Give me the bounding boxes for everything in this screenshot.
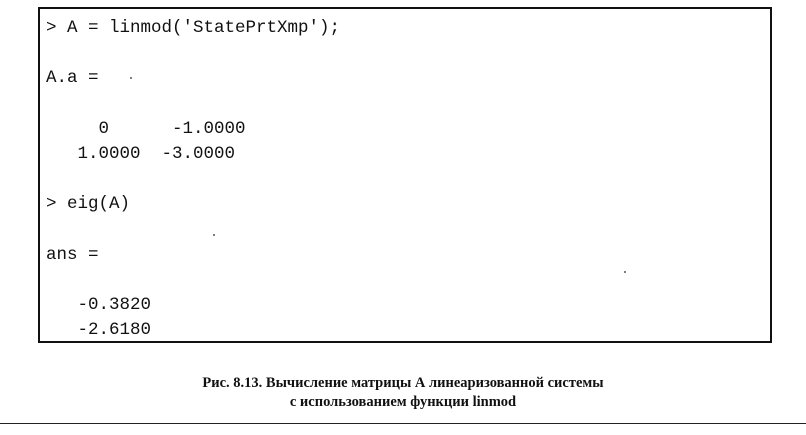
caption-line-2: с использованием функции linmod (289, 394, 517, 410)
command-line-linmod: > A = linmod('StatePrtXmp'); (46, 18, 341, 38)
output-variable-label-a: A.a = (46, 68, 99, 88)
scan-speck (624, 271, 626, 273)
matrix-row-1: 0 -1.0000 (46, 119, 246, 139)
caption-line-1: Рис. 8.13. Вычисление матрицы А линеаризованной системы (202, 375, 604, 391)
page-rule (0, 423, 806, 424)
command-line-eig: > eig(A) (46, 194, 131, 214)
output-variable-label-ans: ans = (46, 245, 99, 265)
matrix-row-2: 1.0000 -3.0000 (46, 144, 236, 164)
figure-caption (0, 374, 806, 412)
scan-speck (213, 234, 215, 236)
scan-speck (130, 77, 132, 79)
command-window (38, 7, 772, 343)
eigenvalue-2: -2.6180 (46, 320, 152, 340)
eigenvalue-1: -0.3820 (46, 295, 152, 315)
